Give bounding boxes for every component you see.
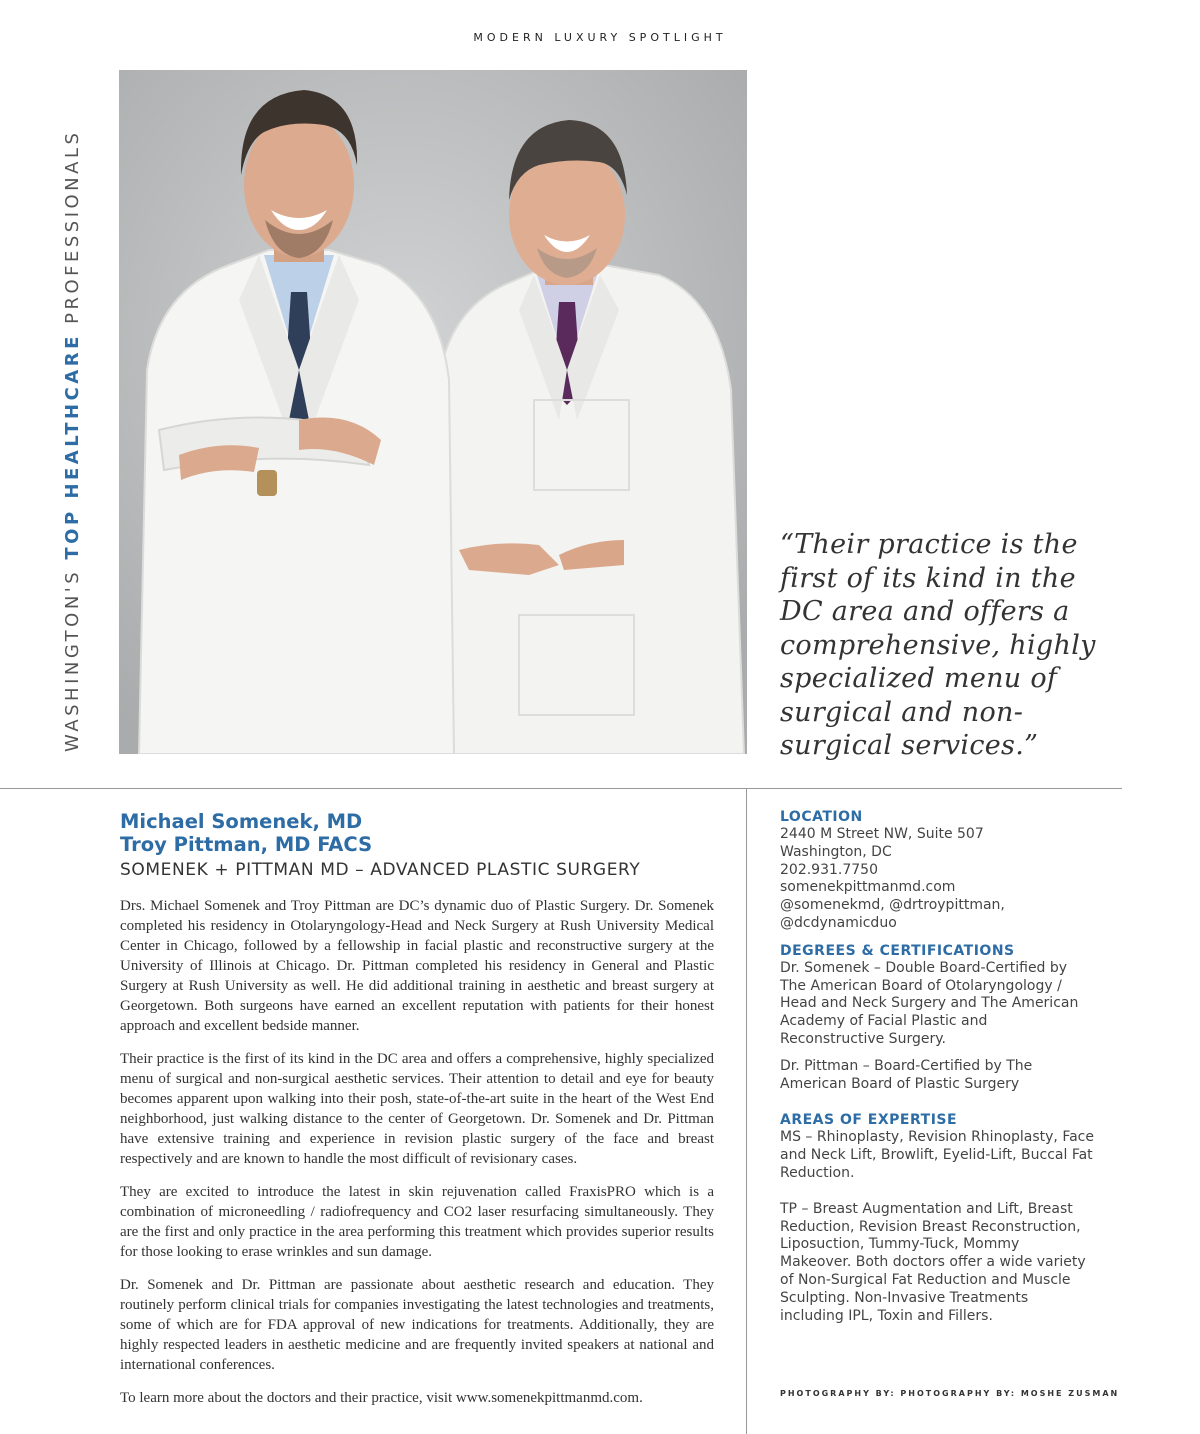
body-paragraph: Their practice is the first of its kind in the DC area and offers a comprehensive, highly specialized menu of surgical and non-surgical aesthetic services. Their attention to detail and eye for beauty becomes apparent upon walking into their posh, state-of-the-art suite in the heart of the West End neighborhood, just walking distance to the center of Georgetown. Dr. Somenek and Dr. Pittman have extensive training and experience in revision plastic surgery of the face and breast respectively and are known to handle the most difficult of revisionary cases.	[120, 1051, 714, 1167]
vertical-title-prefix: WASHINGTON'S	[62, 559, 83, 752]
body-paragraph-closing: To learn more about the doctors and their practice, visit www.somenekpittmanmd.com.	[120, 1390, 643, 1406]
location-phone: 202.931.7750	[780, 861, 878, 878]
practice-name: SOMENEK + PITTMAN MD – ADVANCED PLASTIC SURGERY	[120, 860, 641, 880]
body-paragraph: Drs. Michael Somenek and Troy Pittman are DC’s dynamic duo of Plastic Surgery. Dr. Somenek completed his residency in Otolaryngology-Head and Neck Surgery at Rush University Medical Center in Chicago, followed by a fellowship in facial plastic and reconstructive surgery at the University of Illinois at Chicago. Dr. Pittman completed his residency in General and Plastic Surgery at Rush University as well. He did additional training in aesthetic and breast surgery at Georgetown. Both surgeons have earned an excellent reputation with patients for their honest approach and excellent bedside manner.	[120, 898, 714, 1034]
horizontal-divider	[0, 788, 1122, 789]
body-paragraph: They are excited to introduce the latest in skin rejuvenation called FraxisPRO which is a combination of microneedling / radiofrequency and CO2 laser resurfacing simultaneously. They are the first and only practice in the area performing this treatment which provides superior results for those looking to erase wrinkles and sun damage.	[120, 1184, 714, 1260]
vertical-divider	[746, 789, 747, 1434]
degrees-pittman: Dr. Pittman – Board-Certified by The American Board of Plastic Surgery	[780, 1057, 1033, 1092]
degrees-heading: DEGREES & CERTIFICATIONS	[780, 942, 1015, 959]
degrees-somenek: Dr. Somenek – Double Board-Certified by The American Board of Otolaryngology / Head and Neck Surgery and The American Academy of Facial Plastic and Reconstructive Surgery.	[780, 959, 1079, 1047]
location-line: 2440 M Street NW, Suite 507	[780, 826, 984, 842]
doctor-name-pittman: Troy Pittman, MD FACS	[120, 833, 373, 856]
doctor-names	[120, 810, 372, 856]
portrait-illustration	[119, 70, 747, 754]
vertical-section-title	[62, 129, 83, 752]
doctors-portrait-photo	[119, 70, 747, 754]
vertical-title-highlight: TOP HEALTHCARE	[62, 333, 83, 560]
location-website: somenekpittmanmd.com	[780, 879, 956, 896]
magazine-section-header: MODERN LUXURY SPOTLIGHT	[473, 31, 727, 44]
location-social: @somenekmd, @drtroypittman,	[780, 897, 1005, 914]
expertise-pittman: TP – Breast Augmentation and Lift, Breast Reduction, Revision Breast Reconstruction, Liposuction, Tummy-Tuck, Mommy Makeover. Both doctors offer a wide variety of Non-Surgical Fat Reduction and Muscle Sculpting. Non-Invasive Treatments including IPL, Toxin and Fillers.	[780, 1200, 1086, 1324]
photo-credit: PHOTOGRAPHY BY: PHOTOGRAPHY BY: MOSHE ZUSMAN	[780, 1389, 1120, 1398]
pull-quote: “Their practice is the first of its kind in the DC area and offers a comprehensive, highly specialized menu of surgical and non-surgical services.”	[780, 529, 1096, 761]
article-body	[120, 896, 714, 1421]
location-heading: LOCATION	[780, 809, 863, 825]
location-social: @dcdynamicduo	[780, 914, 897, 931]
vertical-title-suffix: PROFESSIONALS	[62, 129, 83, 334]
expertise-heading: AREAS OF EXPERTISE	[780, 1112, 958, 1129]
info-sidebar	[780, 808, 1095, 1325]
expertise-somenek: MS – Rhinoplasty, Revision Rhinoplasty, Face and Neck Lift, Browlift, Eyelid-Lift, Buccal Fat Reduction.	[780, 1129, 1094, 1181]
doctor-name-somenek: Michael Somenek, MD	[120, 810, 363, 833]
location-line: Washington, DC	[780, 843, 892, 860]
body-paragraph: Dr. Somenek and Dr. Pittman are passionate about aesthetic research and education. They routinely perform clinical trials for companies investigating the latest technologies and treatments, some of which are for FDA approval of new indications for treatments. Additionally, they are highly respected leaders in aesthetic medicine and are frequently invited speakers at national and international conferences.	[120, 1277, 714, 1373]
